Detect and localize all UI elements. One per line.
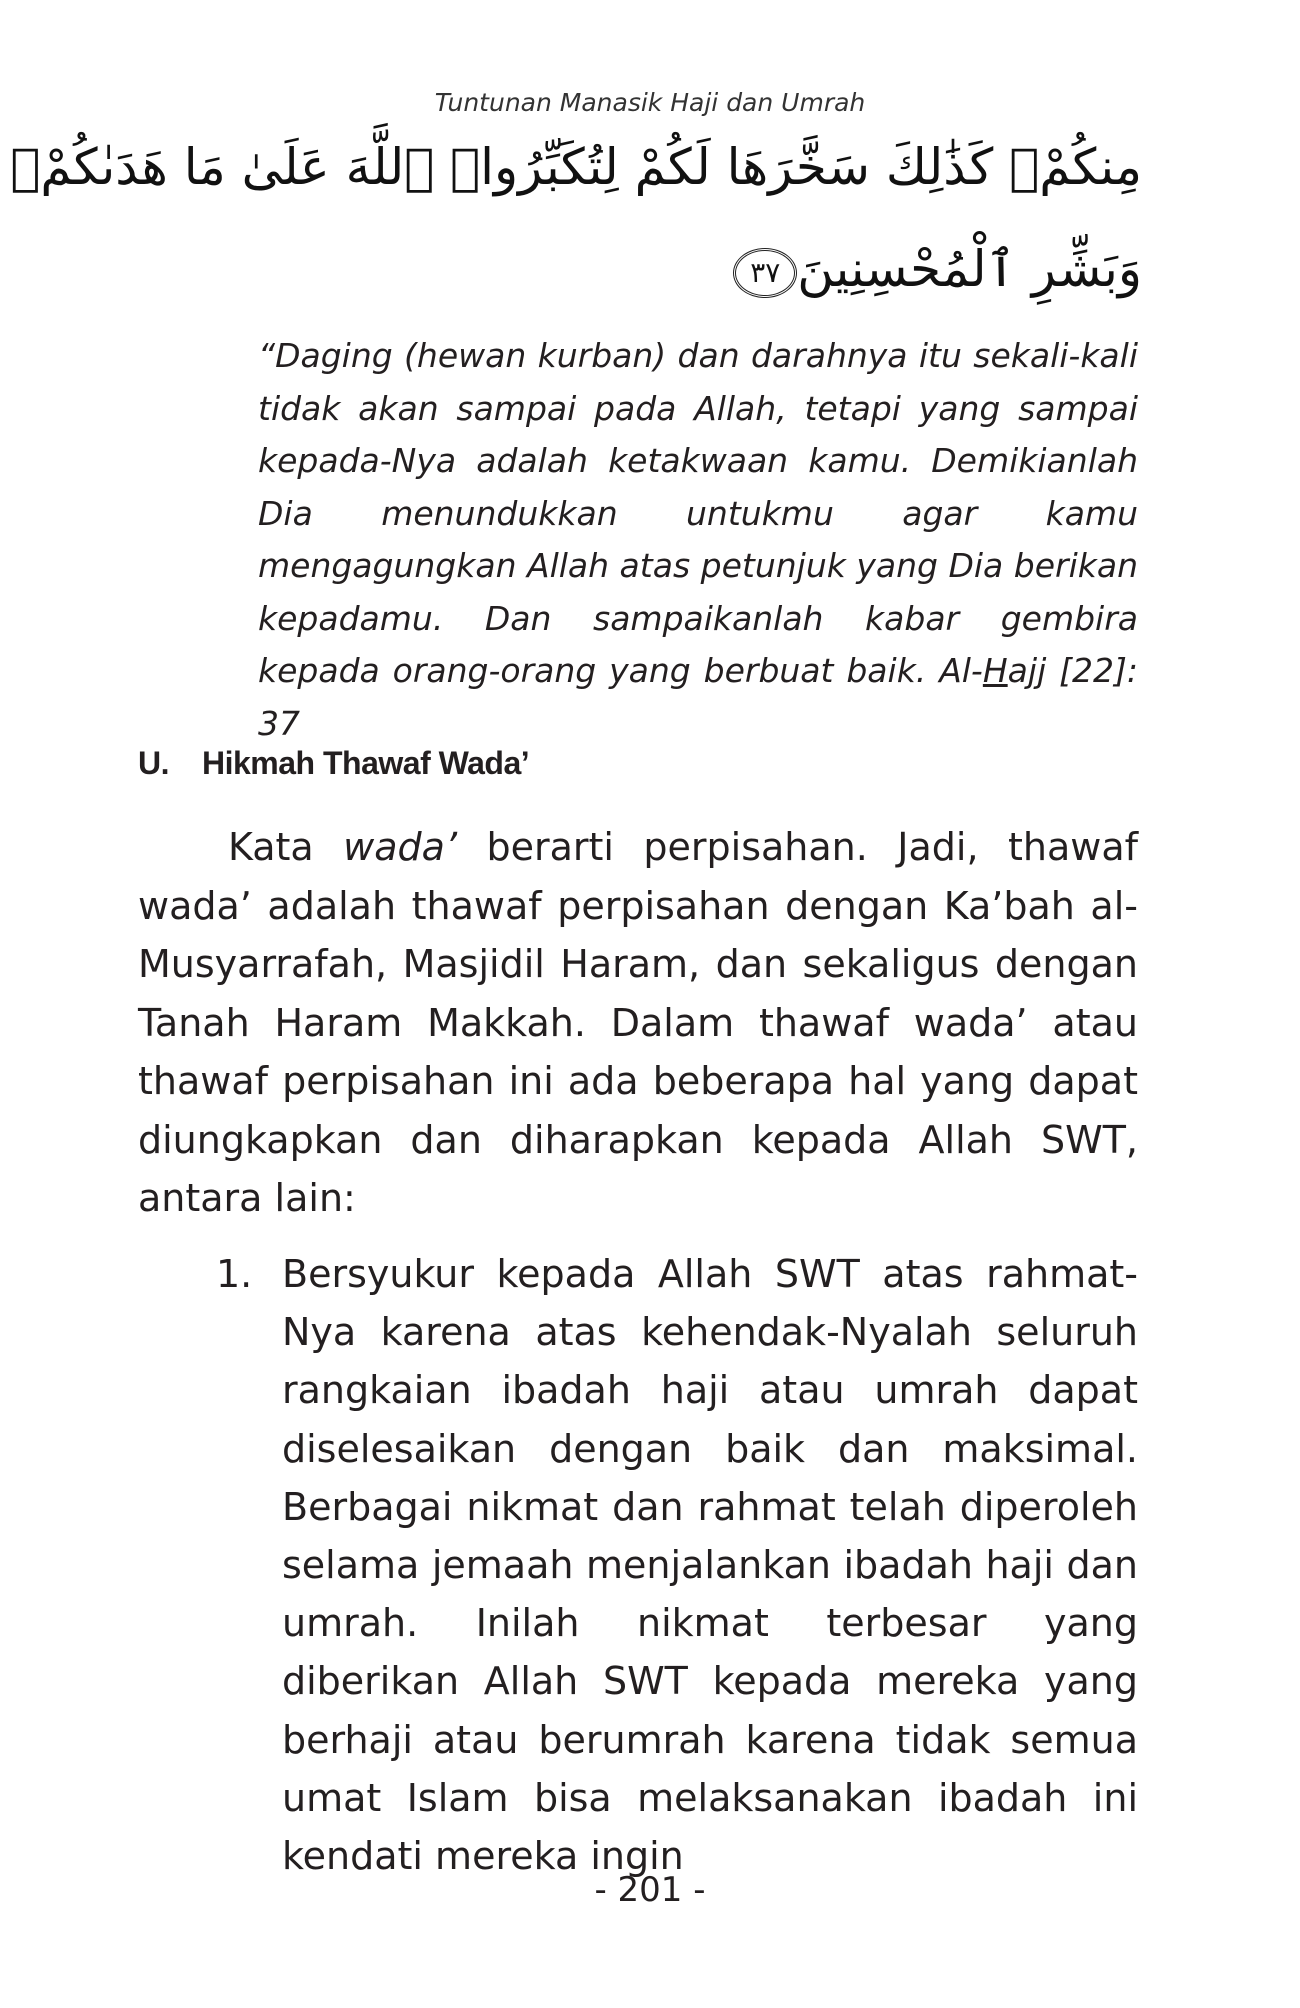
quran-verse-line-1: مِنكُمْۚ كَذَٰلِكَ سَخَّرَهَا لَكُمْ لِتُكَبِّرُوا۟ ٱللَّهَ عَلَىٰ مَا هَدَىٰكُمْۗ [10,138,1142,196]
list-item-text: Bersyukur kepada Allah SWT atas rahmat-Nya karena atas kehendak-Nyalah seluruh rangkaian ibadah haji atau umrah dapat diselesaikan dengan baik dan maksimal. Berbagai nikmat dan rahmat telah diperoleh selama jemaah menjalankan ibadah haji dan umrah. Inilah nikmat terbesar yang diberikan Allah SWT kepada mereka yang berhaji atau berumrah karena tidak semua umat Islam bisa melaksanakan ibadah ini kendati mereka ingin [282,1252,1138,1879]
list-item [216,1245,1138,1885]
page-number: - 201 - [594,1870,706,1910]
ayah-number-marker: ٣٧ [733,248,797,298]
paragraph-text-start: Kata [228,825,344,869]
body-paragraph [138,818,1138,1228]
quran-verse-line-2 [442,240,1142,298]
list-item-marker: 1. [216,1252,253,1296]
running-header: Tuntunan Manasik Haji dan Umrah [434,88,866,117]
verse-translation [258,330,1138,750]
translation-citation-end: ajj [22]: 37 [258,651,1138,743]
quran-verse-line-2-text: وَبَشِّرِ ٱلْمُحْسِنِينَ [797,240,1142,298]
translation-text: “Daging (hewan kurban) dan darahnya itu sekali-kali tidak akan sampai pada Allah, tetapi yang sampai kepada-Nya adalah ketakwaan kamu. Demikianlah Dia menundukkan untukmu agar kamu mengagungkan Allah atas petunjuk yang Dia berikan kepadamu. Dan sampaikanlah kabar gembira kepada orang-orang yang berbuat baik. Al- [258,336,1138,690]
paragraph-text-rest: berarti perpisahan. Jadi, thawaf wada’ adalah thawaf perpisahan dengan Ka’bah al-Musyarrafah, Masjidil Haram, dan sekaligus dengan Tanah Haram Makkah. Dalam thawaf wada’ atau thawaf perpisahan ini ada beberapa hal yang dapat diungkapkan dan diharapkan kepada Allah SWT, antara lain: [138,825,1138,1220]
translation-underlined-letter: H [982,651,1008,690]
section-title: Hikmah Thawaf Wada’ [202,745,530,781]
section-heading [138,745,529,782]
section-number: U. [138,745,169,781]
paragraph-italic-term: wada’ [343,825,458,869]
